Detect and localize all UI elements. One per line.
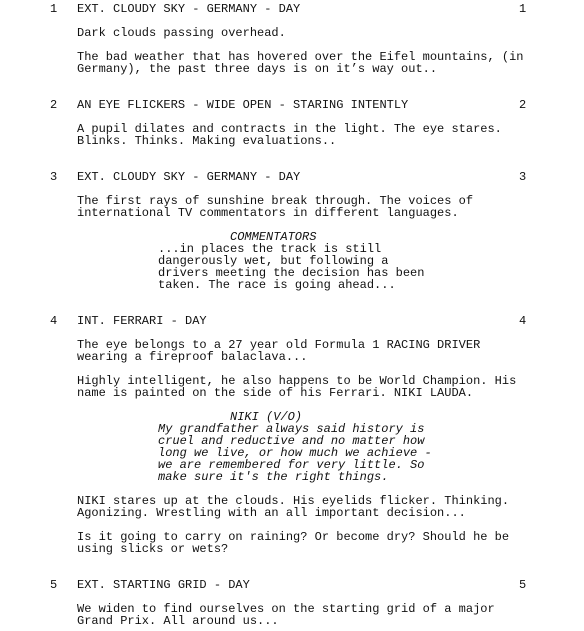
action-line: NIKI stares up at the clouds. His eyelids flicker. Thinking. Agonizing. Wrestling with an all important decision... (77, 494, 510, 520)
action-line: The bad weather that has hovered over the Eifel mountains, (in Germany), the past three days is on it’s way out.. (77, 50, 524, 76)
scene-heading: EXT. STARTING GRID - DAY (77, 578, 250, 592)
dialogue: ...in places the track is still dangerously wet, but following a drivers meeting the decision has been taken. The race is going ahead... (158, 242, 425, 292)
action-line: Dark clouds passing overhead. (77, 26, 286, 40)
scene-number-right: 3 (519, 170, 527, 184)
scene-number-right: 5 (519, 578, 527, 592)
scene-number-left: 5 (50, 578, 58, 592)
scene-heading: EXT. CLOUDY SKY - GERMANY - DAY (77, 170, 301, 184)
scene-number-left: 3 (50, 170, 58, 184)
scene-number-right: 2 (519, 98, 527, 112)
scene-number-right: 4 (519, 314, 527, 328)
scene-number-left: 1 (50, 2, 58, 16)
scene-number-left: 4 (50, 314, 58, 328)
dialogue: My grandfather always said history is cruel and reductive and no matter how long we live, or how much we achieve - we are remembered for very little. So make sure it's the right things. (158, 422, 432, 484)
scene-number-left: 2 (50, 98, 58, 112)
character-name: COMMENTATORS (230, 230, 317, 244)
action-line: The first rays of sunshine break through. The voices of international TV commentators in different languages. (77, 194, 474, 220)
action-line: A pupil dilates and contracts in the light. The eye stares. Blinks. Thinks. Making evaluations.. (77, 122, 502, 148)
action-line: The eye belongs to a 27 year old Formula 1 RACING DRIVER wearing a fireproof balaclava... (77, 338, 481, 364)
scene-heading: AN EYE FLICKERS - WIDE OPEN - STARING INTENTLY (77, 98, 409, 112)
scene-heading: EXT. CLOUDY SKY - GERMANY - DAY (77, 2, 301, 16)
character-name: NIKI (V/O) (230, 410, 303, 424)
action-line: Highly intelligent, he also happens to be World Champion. His name is painted on the side of his Ferrari. NIKI LAUDA. (77, 374, 517, 400)
action-line: We widen to find ourselves on the starting grid of a major Grand Prix. All around us... (77, 602, 495, 628)
scene-number-right: 1 (519, 2, 527, 16)
scene-heading: INT. FERRARI - DAY (77, 314, 207, 328)
action-line: Is it going to carry on raining? Or become dry? Should he be using slicks or wets? (77, 530, 510, 556)
